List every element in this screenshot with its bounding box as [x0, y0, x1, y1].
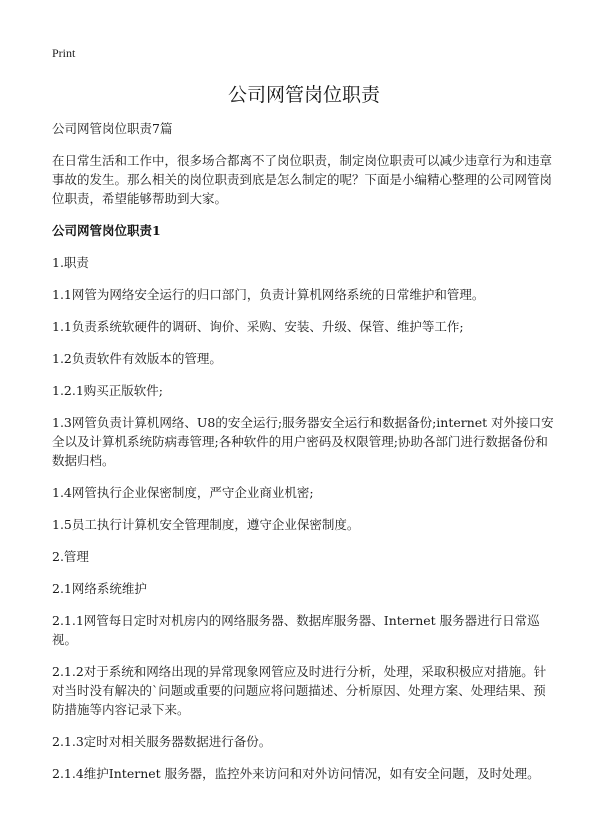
paragraph-2-1-3-backup: 2.1.3定时对相关服务器数据进行备份。	[52, 734, 272, 749]
section-heading: 公司网管岗位职责1	[52, 223, 161, 238]
paragraph-1-2-software-version: 1.2负责软件有效版本的管理。	[52, 351, 222, 366]
paragraph-1-4-confidentiality: 1.4网管执行企业保密制度，严守企业商业机密;	[52, 485, 314, 500]
paragraph-1-2-1-genuine-software: 1.2.1购买正版软件;	[52, 383, 164, 398]
document-subtitle: 公司网管岗位职责7篇	[52, 121, 173, 136]
paragraph-1-1-department: 1.1网管为网络安全运行的归口部门，负责计算机网络系统的日常维护和管理。	[52, 287, 485, 302]
paragraph-1-1-procurement: 1.1负责系统软硬件的调研、询价、采购、安装、升级、保管、维护等工作;	[52, 319, 464, 334]
paragraph-2-1-2-incident-handling: 2.1.2对于系统和网络出现的异常现象网管应及时进行分析，处理，采取积极应对措施。针对当时没有解决的`问题或重要的问题应将问题描述、分析原因、处理方案、处理结果、预防措施等内容记录下来。	[52, 664, 547, 717]
paragraph-2-1-4-internet-server: 2.1.4维护Internet 服务器，监控外来访问和对外访问情况，如有安全问题，及时处理。	[52, 766, 540, 781]
document-body	[52, 119, 556, 796]
paragraph-2-1-maintenance: 2.1网络系统维护	[52, 581, 147, 596]
paragraph-management-heading: 2.管理	[52, 549, 89, 564]
paragraph-1-5-staff-rules: 1.5员工执行计算机安全管理制度，遵守企业保密制度。	[52, 517, 360, 532]
paragraph-2-1-1-daily-inspection: 2.1.1网管每日定时对机房内的网络服务器、数据库服务器、Internet 服务器进行日常巡视。	[52, 613, 540, 647]
paragraph-1-3-network-security: 1.3网管负责计算机网络、U8的安全运行;服务器安全运行和数据备份;internet 对外接口安全以及计算机系统防病毒管理;各种软件的用户密码及权限管理;协助各部门进行数据备份和数据归档。	[52, 415, 554, 468]
paragraph-duties-heading: 1.职责	[52, 255, 89, 270]
print-link[interactable]: Print	[52, 46, 76, 60]
intro-paragraph: 在日常生活和工作中，很多场合都离不了岗位职责，制定岗位职责可以减少违章行为和违章事故的发生。那么相关的岗位职责到底是怎么制定的呢？下面是小编精心整理的公司网管岗位职责，希望能够帮助到大家。	[52, 153, 553, 206]
document-title: 公司网管岗位职责	[227, 84, 380, 106]
